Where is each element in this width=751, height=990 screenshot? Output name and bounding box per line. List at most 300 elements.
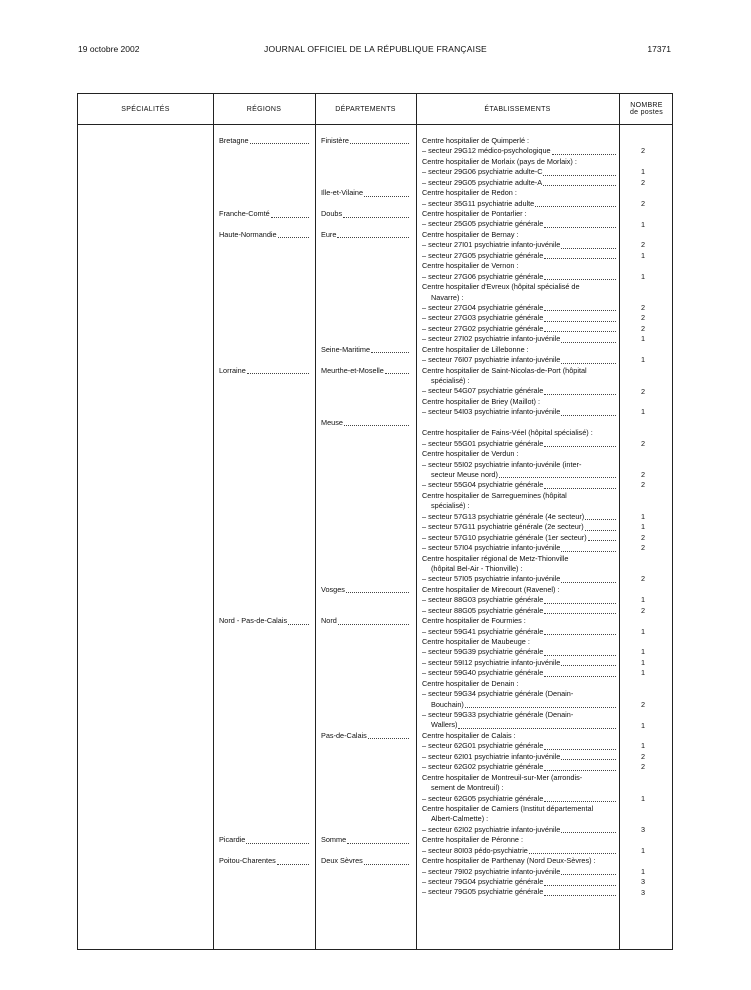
etablissement-line-text: – secteur 62I02 psychiatrie infanto-juvénile: [422, 824, 561, 834]
etablissement-line: [422, 867, 616, 877]
departement-cell: [321, 460, 409, 470]
nombre-postes-cell: [623, 282, 663, 292]
region-cell: [219, 480, 309, 490]
etablissement-line: Centre hospitalier de Quimperlé :: [422, 136, 530, 145]
nombre-postes-cell: 1: [640, 793, 646, 803]
region-cell: [219, 324, 309, 334]
departement-cell: [321, 700, 409, 710]
etablissement-line: [422, 251, 616, 261]
departement-cell: [321, 407, 409, 417]
header-nombre: [619, 94, 674, 124]
departement-cell-text: Deux Sèvres: [321, 856, 363, 866]
etablissement-line-text: – secteur 27I01 psychiatrie infanto-juvénile: [422, 240, 561, 250]
dot-leader: [346, 592, 409, 593]
nombre-postes-cell: [623, 804, 663, 814]
departement-cell: [321, 522, 409, 532]
region-cell-text: Franche-Comté: [219, 209, 270, 219]
departement-cell: [321, 689, 409, 699]
region-cell-text: Haute-Normandie: [219, 229, 277, 239]
region-cell: [219, 554, 309, 564]
region-cell: [219, 564, 309, 574]
etablissement-line-text: – secteur 80I03 pédo-psychiatrie: [422, 845, 528, 855]
region-cell: [219, 303, 309, 313]
dot-leader: [278, 237, 309, 238]
dot-leader: [350, 143, 409, 144]
region-cell: [219, 146, 309, 156]
departement-cell: [321, 293, 409, 303]
departement-cell: [321, 313, 409, 323]
departement-cell-text: Finistère: [321, 136, 349, 145]
etablissement-line-text: Wallers): [431, 720, 458, 730]
dot-leader: [368, 738, 409, 739]
region-cell: [219, 574, 309, 584]
etablissement-line: [422, 668, 616, 678]
departement-cell-text: Ille-et-Vilaine: [321, 188, 364, 198]
etablissement-line: [422, 752, 616, 762]
region-cell: [219, 366, 309, 376]
departement-cell-text: Pas-de-Calais: [321, 730, 367, 740]
nombre-postes-cell: [623, 157, 663, 167]
region-cell: [219, 877, 309, 887]
departement-cell: [321, 512, 409, 522]
nombre-postes-cell: 2: [640, 323, 646, 333]
departement-cell: [321, 574, 409, 584]
departement-cell: [321, 491, 409, 501]
departement-cell: [321, 752, 409, 762]
dot-leader: [561, 342, 616, 343]
nombre-postes-cell: [623, 814, 663, 824]
region-cell: [219, 731, 309, 741]
dot-leader: [544, 895, 616, 896]
departement-cell: [321, 480, 409, 490]
departement-cell: [321, 261, 409, 271]
dot-leader: [561, 759, 616, 760]
nombre-postes-cell: 3: [640, 824, 646, 834]
nombre-postes-cell: 1: [640, 355, 646, 365]
etablissement-line: [422, 439, 616, 449]
dot-leader: [544, 331, 616, 332]
nombre-postes-cell: [623, 209, 663, 219]
dot-leader: [544, 770, 616, 771]
nombre-postes-cell: 2: [640, 543, 646, 553]
region-cell: [219, 522, 309, 532]
region-cell: [219, 418, 309, 428]
etablissement-line-text: – secteur 55G04 psychiatrie générale: [422, 480, 544, 490]
dot-leader: [529, 853, 616, 854]
region-cell: [219, 585, 309, 595]
departement-cell: [321, 721, 409, 731]
nombre-postes-cell: 2: [640, 386, 646, 396]
region-cell: [219, 334, 309, 344]
nombre-postes-cell: [623, 835, 663, 845]
dot-leader: [561, 582, 616, 583]
etablissement-line-text: – secteur 25G05 psychiatrie générale: [422, 219, 544, 229]
departement-cell: [321, 814, 409, 824]
departement-cell: [321, 303, 409, 313]
etablissement-line: Centre hospitalier de Calais :: [422, 730, 516, 740]
departement-cell: [321, 167, 409, 177]
departement-cell: [321, 387, 409, 397]
region-cell: [219, 888, 309, 898]
departement-cell: [321, 679, 409, 689]
region-cell: [219, 846, 309, 856]
etablissement-line: Albert-Calmette) :: [431, 814, 489, 824]
nombre-postes-cell: [623, 585, 663, 595]
nombre-postes-cell: 1: [640, 657, 646, 667]
etablissement-line-text: – secteur 27G05 psychiatrie générale: [422, 250, 544, 260]
departement-cell-text: Seine-Maritime: [321, 344, 371, 354]
departement-cell: [321, 888, 409, 898]
etablissement-line: Centre hospitalier de Verdun :: [422, 449, 519, 459]
dot-leader: [343, 217, 409, 218]
dot-leader: [561, 363, 616, 364]
departement-cell: [321, 637, 409, 647]
etablissement-line-text: – secteur 62G02 psychiatrie générale: [422, 762, 544, 772]
departement-cell: [321, 439, 409, 449]
departement-cell: [321, 355, 409, 365]
nombre-postes-cell: [623, 710, 663, 720]
region-cell: [219, 209, 309, 219]
region-cell: [219, 679, 309, 689]
region-cell: [219, 293, 309, 303]
dot-leader: [544, 801, 616, 802]
header-etablissements: ÉTABLISSEMENTS: [484, 105, 551, 113]
etablissement-line-text: – secteur 62I01 psychiatrie infanto-juvénile: [422, 751, 561, 761]
departement-cell: [321, 762, 409, 772]
departement-cell: [321, 741, 409, 751]
departement-cell: [321, 543, 409, 553]
dot-leader: [544, 446, 616, 447]
nombre-postes-cell: 2: [640, 762, 646, 772]
etablissement-line: Centre hospitalier de Fourmies :: [422, 616, 526, 626]
column-divider: [213, 94, 214, 949]
etablissement-line: Centre hospitalier de Bernay :: [422, 229, 519, 239]
etablissement-line-text: – secteur 54I03 psychiatrie infanto-juvénile: [422, 407, 561, 417]
departement-cell: [321, 188, 409, 198]
dot-leader: [544, 634, 616, 635]
etablissement-line: [422, 303, 616, 313]
etablissement-line: [422, 220, 616, 230]
region-cell: [219, 721, 309, 731]
dot-leader: [561, 415, 616, 416]
regions-column: [219, 136, 309, 898]
nombre-postes-cell: 1: [640, 720, 646, 730]
nombre-postes-cell: 1: [640, 219, 646, 229]
region-cell: [219, 491, 309, 501]
region-cell: [219, 616, 309, 626]
column-divider: [416, 94, 417, 949]
region-cell-text: Bretagne: [219, 136, 249, 145]
etablissement-line-text: – secteur 27G02 psychiatrie générale: [422, 323, 544, 333]
dot-leader: [544, 310, 616, 311]
nombre-postes-cell: [623, 418, 663, 428]
nombre-postes-cell: 1: [640, 741, 646, 751]
nombre-postes-cell: 2: [640, 438, 646, 448]
dot-leader: [544, 394, 616, 395]
departement-cell: [321, 428, 409, 438]
dot-leader: [544, 227, 616, 228]
etablissement-line: [422, 846, 616, 856]
nombre-postes-cell: 2: [640, 699, 646, 709]
nombre-postes-cell: 2: [640, 470, 646, 479]
header-departements: DÉPARTEMENTS: [335, 105, 396, 113]
etablissement-line: – secteur 59G33 psychiatrie générale (Denain-: [422, 710, 574, 720]
departement-cell: [321, 136, 409, 146]
nombre-postes-cell: [623, 136, 663, 146]
etablissement-line: [422, 533, 616, 543]
region-cell: [219, 376, 309, 386]
departement-cell: [321, 209, 409, 219]
region-cell: [219, 783, 309, 793]
nombre-postes-cell: [623, 637, 663, 647]
etablissement-line: Centre hospitalier de Sarreguemines (hôpital: [422, 490, 567, 500]
region-cell: [219, 470, 309, 480]
region-cell-text: Picardie: [219, 835, 246, 845]
dot-leader: [288, 624, 309, 625]
nombre-postes-cell: 2: [640, 198, 646, 208]
dot-leader: [543, 185, 616, 186]
nombre-column: [623, 136, 663, 898]
etablissement-line: [422, 167, 616, 177]
departement-cell: [321, 595, 409, 605]
region-cell: [219, 700, 309, 710]
etablissement-line: [422, 574, 616, 584]
departement-cell: [321, 501, 409, 511]
nombre-postes-cell: 2: [640, 751, 646, 761]
etablissement-line-text: secteur Meuse nord): [431, 470, 498, 479]
departement-cell: [321, 825, 409, 835]
nombre-postes-cell: 2: [640, 532, 646, 542]
region-cell: [219, 387, 309, 397]
dot-leader: [271, 217, 309, 218]
etablissement-line-text: – secteur 57I04 psychiatrie infanto-juvénile: [422, 543, 561, 553]
etablissement-line: [422, 658, 616, 668]
etablissement-line: [422, 178, 616, 188]
dot-leader: [561, 665, 616, 666]
etablissement-line: [422, 199, 616, 209]
region-cell: [219, 199, 309, 209]
dot-leader: [535, 206, 616, 207]
region-cell-text: Lorraine: [219, 365, 246, 375]
region-cell: [219, 167, 309, 177]
departement-cell-text: Meuse: [321, 417, 343, 427]
nombre-postes-cell: 1: [640, 522, 646, 532]
region-cell: [219, 449, 309, 459]
departement-cell: [321, 627, 409, 637]
departement-cell: [321, 658, 409, 668]
departement-cell: [321, 564, 409, 574]
departement-cell: [321, 731, 409, 741]
departement-cell: [321, 773, 409, 783]
etablissement-line: [422, 480, 616, 490]
etablissement-line: Centre hospitalier de Mirecourt (Ravenel) :: [422, 584, 560, 594]
departement-cell: [321, 397, 409, 407]
nombre-postes-cell: 2: [640, 240, 646, 250]
region-cell: [219, 397, 309, 407]
dot-leader: [544, 279, 616, 280]
etablissement-line: [422, 313, 616, 323]
departement-cell: [321, 856, 409, 866]
dot-leader: [544, 749, 616, 750]
dot-leader: [385, 373, 409, 374]
nombre-postes-cell: 1: [640, 511, 646, 521]
nombre-postes-cell: 1: [640, 595, 646, 605]
departements-column: [321, 136, 409, 898]
etablissement-line: [422, 512, 616, 522]
column-divider: [315, 94, 316, 949]
region-cell: [219, 512, 309, 522]
etablissement-line: Centre hospitalier de Lillebonne :: [422, 344, 529, 354]
departement-cell: [321, 668, 409, 678]
dot-leader: [465, 707, 616, 708]
etablissement-line-text: – secteur 55G01 psychiatrie générale: [422, 438, 544, 448]
nombre-postes-cell: [623, 449, 663, 459]
dot-leader: [544, 676, 616, 677]
positions-table: [77, 93, 673, 950]
nombre-postes-cell: 1: [640, 626, 646, 636]
etablissement-line-text: – secteur 35G11 psychiatrie adulte: [422, 198, 535, 208]
etablissement-line: [422, 334, 616, 344]
region-cell-text: Nord - Pas-de-Calais: [219, 616, 288, 626]
dot-leader: [246, 843, 309, 844]
etablissement-line: Centre hospitalier régional de Metz-Thionville: [422, 553, 569, 563]
departement-cell: [321, 470, 409, 480]
etablissement-line: (hôpital Bel-Air - Thionville) :: [431, 563, 523, 573]
departement-cell-text: Doubs: [321, 209, 343, 219]
etablissement-line-text: – secteur 88G05 psychiatrie générale: [422, 605, 544, 615]
etablissement-line: Centre hospitalier de Péronne :: [422, 835, 524, 845]
nombre-postes-cell: [623, 460, 663, 470]
nombre-postes-cell: 2: [640, 177, 646, 187]
etablissement-line-text: – secteur 57G13 psychiatrie générale (4e secteur): [422, 511, 585, 521]
nombre-postes-cell: 1: [640, 407, 646, 417]
etablissement-line-text: – secteur 27G04 psychiatrie générale: [422, 303, 544, 312]
etablissement-line-text: – secteur 59G41 psychiatrie générale: [422, 626, 544, 636]
etablissement-line-text: – secteur 62G01 psychiatrie générale: [422, 741, 544, 751]
region-cell: [219, 867, 309, 877]
region-cell: [219, 439, 309, 449]
etablissement-line: [422, 647, 616, 657]
etablissement-line-text: – secteur 57I05 psychiatrie infanto-juvénile: [422, 574, 561, 584]
region-cell: [219, 261, 309, 271]
nombre-postes-cell: [623, 564, 663, 574]
etablissement-line: Centre hospitalier de Saint-Nicolas-de-Port (hôpital: [422, 365, 587, 375]
departement-cell-text: Nord: [321, 616, 337, 626]
region-cell: [219, 543, 309, 553]
region-cell: [219, 272, 309, 282]
dot-leader: [544, 603, 616, 604]
departement-cell: [321, 230, 409, 240]
etablissement-line-text: – secteur 29G12 médico-psychologique: [422, 146, 551, 156]
etablissement-line: [422, 721, 616, 731]
departement-cell: [321, 220, 409, 230]
dot-leader: [544, 885, 616, 886]
departement-cell: [321, 554, 409, 564]
etablissement-line-text: – secteur 62G05 psychiatrie générale: [422, 793, 544, 803]
nombre-postes-cell: [623, 679, 663, 689]
etablissement-line: [422, 407, 616, 417]
etablissement-line-text: – secteur 29G05 psychiatrie adulte-A: [422, 177, 543, 187]
departement-cell: [321, 606, 409, 616]
nombre-postes-cell: [623, 491, 663, 501]
region-cell: [219, 240, 309, 250]
dot-leader: [543, 175, 616, 176]
etablissement-line: [422, 762, 616, 772]
region-cell: [219, 773, 309, 783]
region-cell: [219, 345, 309, 355]
nombre-postes-cell: 1: [640, 250, 646, 260]
nombre-postes-cell: 3: [640, 887, 646, 897]
header-regions: RÉGIONS: [246, 105, 282, 113]
etablissement-line: Centre hospitalier de Camiers (Institut départemental: [422, 804, 594, 813]
nombre-postes-cell: 2: [640, 480, 646, 490]
departement-cell: [321, 449, 409, 459]
region-cell: [219, 689, 309, 699]
region-cell: [219, 355, 309, 365]
etablissement-line: Centre hospitalier de Redon :: [422, 188, 517, 198]
nombre-postes-cell: [623, 689, 663, 699]
etablissement-line-text: – secteur 76I07 psychiatrie infanto-juvénile: [422, 355, 561, 365]
nombre-postes-cell: [623, 366, 663, 376]
nombre-postes-cell: [623, 554, 663, 564]
nombre-postes-cell: 1: [640, 866, 646, 876]
nombre-postes-cell: 1: [640, 167, 646, 177]
etablissement-line: [422, 825, 616, 835]
nombre-postes-cell: [623, 773, 663, 783]
nombre-postes-cell: [623, 731, 663, 741]
region-cell: [219, 230, 309, 240]
nombre-postes-cell: [623, 345, 663, 355]
departement-cell: [321, 647, 409, 657]
nombre-postes-cell: [623, 397, 663, 407]
departement-cell: [321, 585, 409, 595]
journal-title: JOURNAL OFFICIEL DE LA RÉPUBLIQUE FRANÇAISE: [264, 44, 487, 54]
region-cell: [219, 825, 309, 835]
region-cell: [219, 501, 309, 511]
header-nombre-line2: de postes: [629, 109, 664, 116]
etablissement-line: [422, 522, 616, 532]
region-cell: [219, 856, 309, 866]
etablissement-line-text: – secteur 79G04 psychiatrie générale: [422, 877, 544, 887]
etablissement-line: Centre hospitalier d'Evreux (hôpital spécialisé de: [422, 282, 580, 292]
etablissement-line: – secteur 59G34 psychiatrie générale (Denain-: [422, 689, 574, 699]
etablissement-line-text: – secteur 88G03 psychiatrie générale: [422, 595, 544, 605]
etablissement-line: [422, 794, 616, 804]
etablissement-line: [422, 627, 616, 637]
nombre-postes-cell: [623, 783, 663, 793]
departement-cell-text: Vosges: [321, 584, 345, 594]
dot-leader: [364, 864, 409, 865]
header-nombre-line1: NOMBRE: [630, 102, 663, 109]
etablissement-line: Centre hospitalier de Briey (Maillot) :: [422, 396, 541, 406]
region-cell: [219, 460, 309, 470]
departement-cell: [321, 846, 409, 856]
dot-leader: [337, 237, 409, 238]
nombre-postes-cell: [623, 856, 663, 866]
region-cell: [219, 407, 309, 417]
dot-leader: [588, 540, 616, 541]
region-cell: [219, 178, 309, 188]
region-cell: [219, 188, 309, 198]
departement-cell: [321, 282, 409, 292]
etablissement-line: [422, 272, 616, 282]
region-cell: [219, 762, 309, 772]
dot-leader: [585, 519, 616, 520]
nombre-postes-cell: [623, 376, 663, 386]
departement-cell: [321, 376, 409, 386]
dot-leader: [371, 352, 409, 353]
departement-cell: [321, 157, 409, 167]
